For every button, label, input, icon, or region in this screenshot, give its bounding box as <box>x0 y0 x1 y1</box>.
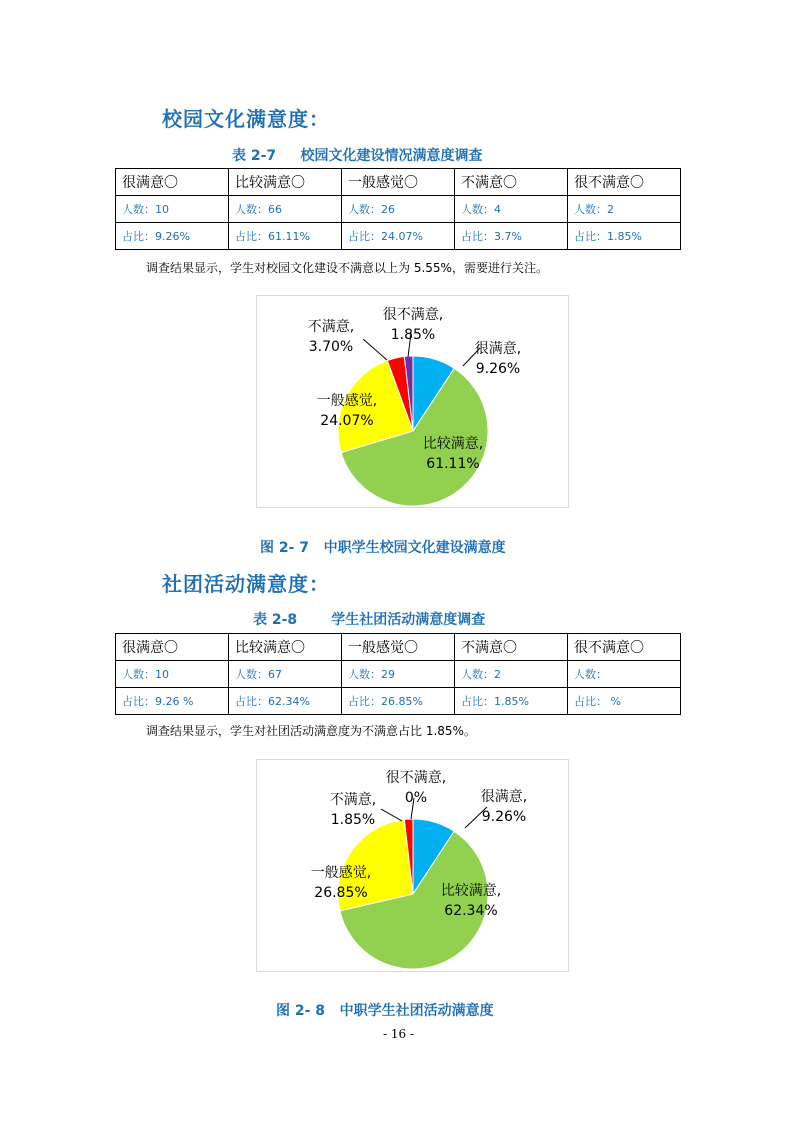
slice-value-label: 24.07% <box>320 413 374 429</box>
table-cell: 占比：9.26% <box>116 223 229 250</box>
table-cell: 占比：1.85% <box>455 688 568 715</box>
table-cell: 占比：3.7% <box>455 223 568 250</box>
slice-category-label: 不满意, <box>329 792 377 808</box>
pie-chart-frame-1 <box>256 295 569 508</box>
slice-value-label: 9.26% <box>481 809 527 825</box>
figure-caption-2-7: 图 2- 7 中职学生校园文化建设满意度 <box>260 540 506 556</box>
table-cell: 人数：2 <box>568 196 681 223</box>
slice-category-label: 比较满意, <box>440 883 502 899</box>
table-row-headers <box>116 634 681 661</box>
slice-value-label: 26.85% <box>314 885 368 901</box>
slice-value-label: 1.85% <box>390 327 436 343</box>
table-row-ratios <box>116 223 681 250</box>
pie-chart-frame-2 <box>256 759 569 972</box>
table-cell: 一般感觉〇 <box>342 169 455 196</box>
table-cell: 占比：26.85% <box>342 688 455 715</box>
survey-table-2-7 <box>115 168 681 250</box>
table-cell: 很不满意〇 <box>568 634 681 661</box>
pie-chart-campus-culture <box>257 296 568 507</box>
survey-table-2-8 <box>115 633 681 715</box>
table-cell: 很不满意〇 <box>568 169 681 196</box>
slice-category-label: 不满意, <box>307 319 355 335</box>
table-cell: 占比：9.26 % <box>116 688 229 715</box>
table-cell: 占比：61.11% <box>229 223 342 250</box>
table-cell: 人数：10 <box>116 196 229 223</box>
table-caption-2-7: 表 2-7 校园文化建设情况满意度调查 <box>232 148 483 164</box>
slice-category-label: 很不满意, <box>385 770 447 786</box>
slice-value-label: 61.11% <box>426 456 480 472</box>
table-cell: 比较满意〇 <box>229 634 342 661</box>
slice-category-label: 一般感觉, <box>316 393 378 409</box>
table-cell: 人数：2 <box>455 661 568 688</box>
table-cell: 很满意〇 <box>116 634 229 661</box>
section-heading-club-activities: 社团活动满意度： <box>162 572 330 596</box>
table-cell: 人数：4 <box>455 196 568 223</box>
slice-category-label: 很满意, <box>474 341 522 357</box>
table-cell: 很满意〇 <box>116 169 229 196</box>
slice-category-label: 一般感觉, <box>310 865 372 881</box>
figure-caption-2-8: 图 2- 8 中职学生社团活动满意度 <box>276 1003 494 1019</box>
table-cell: 不满意〇 <box>455 634 568 661</box>
table-row-counts <box>116 196 681 223</box>
table-cell: 人数：10 <box>116 661 229 688</box>
table-cell: 人数：29 <box>342 661 455 688</box>
page-number: - 16 - <box>383 1027 415 1041</box>
table-cell: 人数： <box>568 661 681 688</box>
slice-category-label: 比较满意, <box>422 436 484 452</box>
table-cell: 不满意〇 <box>455 169 568 196</box>
survey-note-2-7: 调查结果显示，学生对校园文化建设不满意以上为 5.55%，需要进行关注。 <box>146 261 548 275</box>
slice-value-label: 3.70% <box>308 339 354 355</box>
table-row-headers <box>116 169 681 196</box>
table-row-ratios <box>116 688 681 715</box>
pie-chart-club-activities <box>257 760 568 971</box>
survey-note-2-8: 调查结果显示，学生对社团活动满意度为不满意占比 1.85%。 <box>146 724 476 738</box>
label-leader-line <box>381 809 402 821</box>
table-cell: 人数：66 <box>229 196 342 223</box>
table-cell: 占比：24.07% <box>342 223 455 250</box>
table-cell: 占比：1.85% <box>568 223 681 250</box>
slice-value-label: 0% <box>404 790 428 806</box>
table-cell: 占比：62.34% <box>229 688 342 715</box>
table-cell: 人数：67 <box>229 661 342 688</box>
slice-value-label: 9.26% <box>475 361 521 377</box>
table-cell: 人数：26 <box>342 196 455 223</box>
table-cell: 占比： % <box>568 688 681 715</box>
slice-value-label: 62.34% <box>444 903 498 919</box>
table-row-counts <box>116 661 681 688</box>
table-caption-2-8: 表 2-8 学生社团活动满意度调查 <box>253 612 486 628</box>
slice-category-label: 很满意, <box>480 789 528 805</box>
label-leader-line <box>363 339 387 360</box>
slice-value-label: 1.85% <box>330 812 376 828</box>
table-cell: 比较满意〇 <box>229 169 342 196</box>
table-cell: 一般感觉〇 <box>342 634 455 661</box>
section-heading-campus-culture: 校园文化满意度： <box>162 107 330 131</box>
slice-category-label: 很不满意, <box>382 307 444 323</box>
